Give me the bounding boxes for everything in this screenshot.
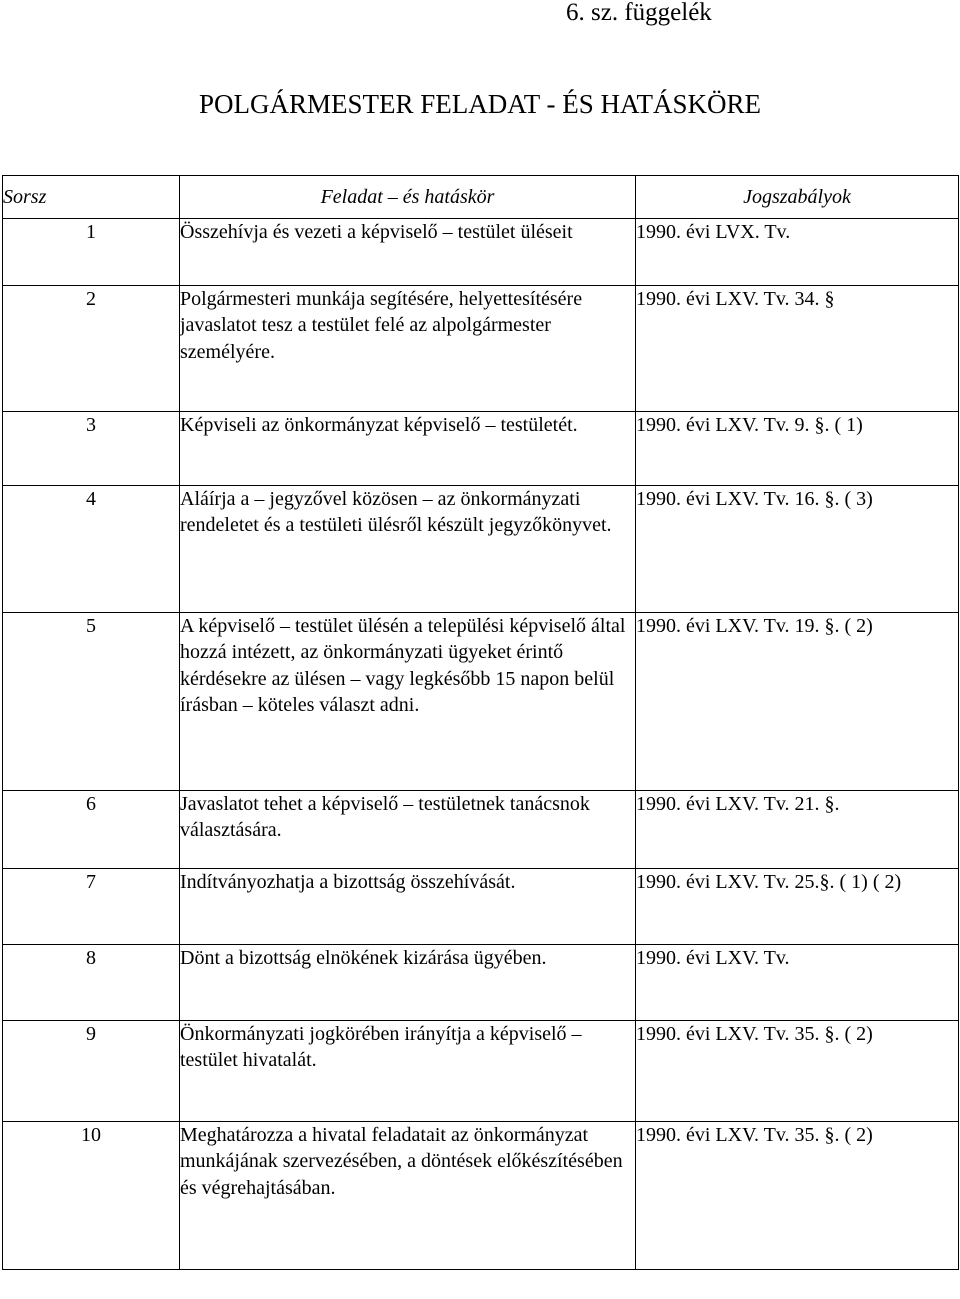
row-number: 9 [3, 1021, 180, 1122]
row-task: Meghatározza a hivatal feladatait az önkormányzat munkájának szervezésében, a döntések előkészítésében és végrehajtásában. [180, 1122, 636, 1270]
table-row [3, 219, 959, 286]
row-number: 1 [3, 219, 180, 286]
row-law: 1990. évi LXV. Tv. 21. §. [636, 791, 959, 869]
table-row [3, 412, 959, 486]
table-row [3, 613, 959, 791]
duties-table [2, 175, 959, 1270]
row-task: Polgármesteri munkája segítésére, helyettesítésére javaslatot tesz a testület felé az alpolgármester személyére. [180, 286, 636, 412]
row-law: 1990. évi LXV. Tv. 35. §. ( 2) [636, 1122, 959, 1270]
header-task: Feladat – és hatáskör [180, 176, 636, 219]
row-number: 8 [3, 945, 180, 1021]
row-task: A képviselő – testület ülésén a települési képviselő által hozzá intézett, az önkormányzati ügyeket érintő kérdésekre az ülésen – vagy legkésőbb 15 napon belül írásban – köteles választ adni. [180, 613, 636, 791]
row-task: Összehívja és vezeti a képviselő – testület üléseit [180, 219, 636, 286]
table-header-row [3, 176, 959, 219]
row-number: 3 [3, 412, 180, 486]
row-number: 5 [3, 613, 180, 791]
header-number: Sorsz [3, 176, 180, 219]
row-task: Javaslatot tehet a képviselő – testületnek tanácsnok választására. [180, 791, 636, 869]
row-number: 10 [3, 1122, 180, 1270]
row-number: 2 [3, 286, 180, 412]
table-row [3, 869, 959, 945]
row-number: 7 [3, 869, 180, 945]
row-law: 1990. évi LXV. Tv. 35. §. ( 2) [636, 1021, 959, 1122]
row-law: 1990. évi LXV. Tv. [636, 945, 959, 1021]
table-row [3, 1122, 959, 1270]
row-number: 4 [3, 486, 180, 613]
row-number: 6 [3, 791, 180, 869]
row-task: Aláírja a – jegyzővel közösen – az önkormányzati rendeletet és a testületi ülésről készült jegyzőkönyvet. [180, 486, 636, 613]
row-law: 1990. évi LXV. Tv. 16. §. ( 3) [636, 486, 959, 613]
document-title: POLGÁRMESTER FELADAT - ÉS HATÁSKÖRE [198, 89, 762, 119]
row-task: Képviseli az önkormányzat képviselő – testületét. [180, 412, 636, 486]
row-task: Dönt a bizottság elnökének kizárása ügyében. [180, 945, 636, 1021]
row-task: Indítványozhatja a bizottság összehívását. [180, 869, 636, 945]
table-row [3, 286, 959, 412]
row-law: 1990. évi LXV. Tv. 25.§. ( 1) ( 2) [636, 869, 959, 945]
table-row [3, 486, 959, 613]
row-law: 1990. évi LXV. Tv. 19. §. ( 2) [636, 613, 959, 791]
appendix-label: 6. sz. függelék [566, 0, 712, 26]
row-task: Önkormányzati jogkörében irányítja a képviselő – testület hivatalát. [180, 1021, 636, 1122]
row-law: 1990. évi LVX. Tv. [636, 219, 959, 286]
row-law: 1990. évi LXV. Tv. 34. § [636, 286, 959, 412]
row-law: 1990. évi LXV. Tv. 9. §. ( 1) [636, 412, 959, 486]
table-row [3, 1021, 959, 1122]
header-law: Jogszabályok [636, 176, 959, 219]
table-row [3, 945, 959, 1021]
table-row [3, 791, 959, 869]
